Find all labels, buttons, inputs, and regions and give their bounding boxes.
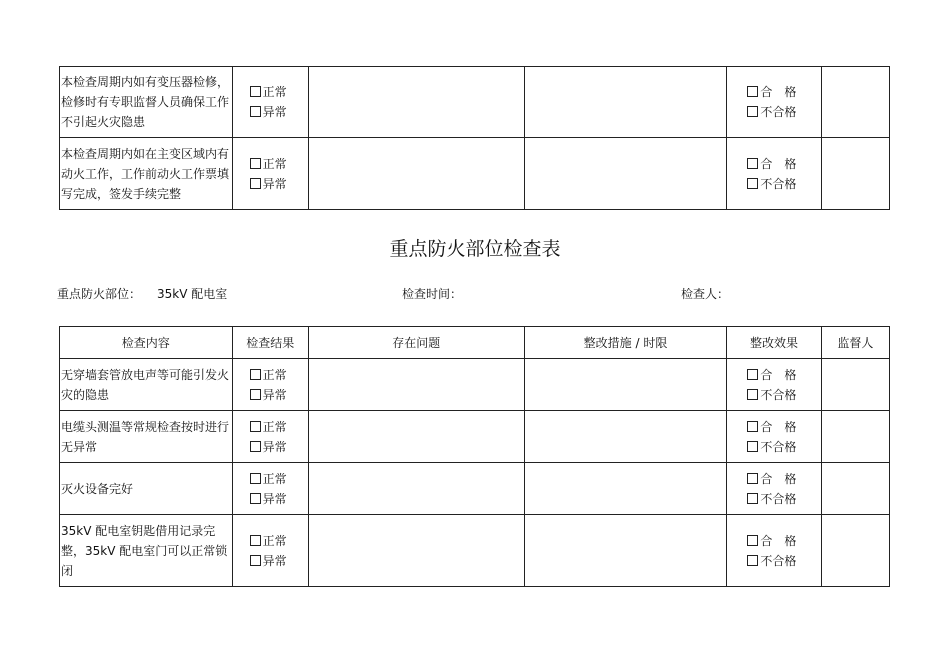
- pass-option[interactable]: 合 格: [747, 154, 820, 174]
- abnormal-option[interactable]: 异常: [250, 489, 308, 509]
- abnormal-option[interactable]: 异常: [250, 102, 308, 122]
- checkbox-icon[interactable]: [250, 369, 261, 380]
- checkbox-icon[interactable]: [250, 389, 261, 400]
- check-result-cell: [232, 138, 308, 210]
- abnormal-option[interactable]: 异常: [250, 437, 308, 457]
- header-check-content: 检查内容: [60, 327, 233, 359]
- check-content-cell: 本检查周期内如有变压器检修，检修时有专职监督人员确保工作不引起火灾隐患: [60, 67, 233, 138]
- table-row: [60, 138, 890, 210]
- checkbox-icon[interactable]: [747, 158, 758, 169]
- header-check-result: 检查结果: [232, 327, 308, 359]
- issue-cell[interactable]: [308, 138, 524, 210]
- checkbox-icon[interactable]: [747, 441, 758, 452]
- checkbox-icon[interactable]: [747, 535, 758, 546]
- checkbox-icon[interactable]: [747, 555, 758, 566]
- abnormal-option[interactable]: 异常: [250, 551, 308, 571]
- check-content-cell: 灭火设备完好: [60, 463, 233, 515]
- supervisor-cell[interactable]: [821, 138, 889, 210]
- fail-option[interactable]: 不合格: [747, 385, 820, 405]
- table-row: [60, 463, 890, 515]
- measure-cell[interactable]: [524, 463, 727, 515]
- header-issues: 存在问题: [308, 327, 524, 359]
- checkbox-icon[interactable]: [747, 369, 758, 380]
- abnormal-option[interactable]: 异常: [250, 385, 308, 405]
- effect-cell: [727, 67, 821, 138]
- measure-cell[interactable]: [524, 411, 727, 463]
- issue-cell[interactable]: [308, 67, 524, 138]
- check-result-cell: [232, 359, 308, 411]
- pass-option[interactable]: 合 格: [747, 469, 820, 489]
- issue-cell[interactable]: [308, 411, 524, 463]
- pass-option[interactable]: 合 格: [747, 417, 820, 437]
- check-content-cell: 35kV 配电室钥匙借用记录完整，35kV 配电室门可以正常锁闭: [60, 515, 233, 587]
- header-supervisor: 监督人: [821, 327, 889, 359]
- page-title: 重点防火部位检查表: [389, 238, 561, 260]
- supervisor-cell[interactable]: [821, 411, 889, 463]
- table-row: [60, 359, 890, 411]
- fail-option[interactable]: 不合格: [747, 437, 820, 457]
- normal-option[interactable]: 正常: [250, 469, 308, 489]
- header-effect: 整改效果: [727, 327, 821, 359]
- checkbox-icon[interactable]: [250, 473, 261, 484]
- check-result-cell: [232, 411, 308, 463]
- top-inspection-table: [59, 66, 890, 210]
- effect-cell: [727, 515, 821, 587]
- issue-cell[interactable]: [308, 463, 524, 515]
- effect-cell: [727, 411, 821, 463]
- checkbox-icon[interactable]: [747, 473, 758, 484]
- location-info: [57, 285, 227, 302]
- checkbox-icon[interactable]: [250, 178, 261, 189]
- checkbox-icon[interactable]: [250, 106, 261, 117]
- table-row: [60, 411, 890, 463]
- measure-cell[interactable]: [524, 67, 727, 138]
- table-row: [60, 67, 890, 138]
- check-content-cell: 无穿墙套管放电声等可能引发火灾的隐患: [60, 359, 233, 411]
- supervisor-cell[interactable]: [821, 463, 889, 515]
- issue-cell[interactable]: [308, 359, 524, 411]
- supervisor-cell[interactable]: [821, 67, 889, 138]
- checkbox-icon[interactable]: [250, 421, 261, 432]
- normal-option[interactable]: 正常: [250, 365, 308, 385]
- check-result-cell: [232, 515, 308, 587]
- check-result-cell: [232, 67, 308, 138]
- location-label: 重点防火部位：: [57, 287, 142, 301]
- checkbox-icon[interactable]: [250, 493, 261, 504]
- effect-cell: [727, 138, 821, 210]
- table-row: [60, 515, 890, 587]
- checkbox-icon[interactable]: [250, 555, 261, 566]
- normal-option[interactable]: 正常: [250, 154, 308, 174]
- header-measures: 整改措施 / 时限: [524, 327, 727, 359]
- check-result-cell: [232, 463, 308, 515]
- effect-cell: [727, 359, 821, 411]
- abnormal-option[interactable]: 异常: [250, 174, 308, 194]
- check-content-cell: 本检查周期内如在主变区域内有动火工作，工作前动火工作票填写完成，签发手续完整: [60, 138, 233, 210]
- checkbox-icon[interactable]: [250, 86, 261, 97]
- pass-option[interactable]: 合 格: [747, 82, 820, 102]
- fail-option[interactable]: 不合格: [747, 102, 820, 122]
- fail-option[interactable]: 不合格: [747, 551, 820, 571]
- checkbox-icon[interactable]: [747, 389, 758, 400]
- checkbox-icon[interactable]: [747, 86, 758, 97]
- effect-cell: [727, 463, 821, 515]
- checkbox-icon[interactable]: [250, 158, 261, 169]
- measure-cell[interactable]: [524, 515, 727, 587]
- fail-option[interactable]: 不合格: [747, 489, 820, 509]
- inspector-label: 检查人：: [681, 287, 730, 301]
- measure-cell[interactable]: [524, 359, 727, 411]
- fail-option[interactable]: 不合格: [747, 174, 820, 194]
- table-header-row: [60, 327, 890, 359]
- pass-option[interactable]: 合 格: [747, 531, 820, 551]
- supervisor-cell[interactable]: [821, 515, 889, 587]
- location-value: 35kV 配电室: [157, 287, 228, 301]
- normal-option[interactable]: 正常: [250, 531, 308, 551]
- checkbox-icon[interactable]: [747, 106, 758, 117]
- issue-cell[interactable]: [308, 515, 524, 587]
- measure-cell[interactable]: [524, 138, 727, 210]
- normal-option[interactable]: 正常: [250, 417, 308, 437]
- check-content-cell: 电缆头测温等常规检查按时进行无异常: [60, 411, 233, 463]
- checkbox-icon[interactable]: [747, 493, 758, 504]
- checkbox-icon[interactable]: [250, 441, 261, 452]
- checkbox-icon[interactable]: [250, 535, 261, 546]
- checkbox-icon[interactable]: [747, 421, 758, 432]
- pass-option[interactable]: 合 格: [747, 365, 820, 385]
- check-time-label: 检查时间：: [402, 287, 463, 301]
- checkbox-icon[interactable]: [747, 178, 758, 189]
- normal-option[interactable]: 正常: [250, 82, 308, 102]
- fire-inspection-table: [59, 326, 890, 587]
- supervisor-cell[interactable]: [821, 359, 889, 411]
